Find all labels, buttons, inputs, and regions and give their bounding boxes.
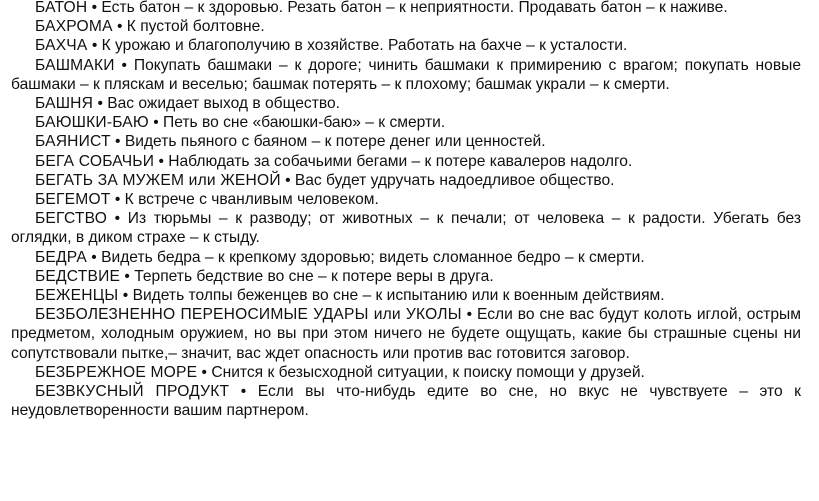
entry-bezvkusny-produkt <box>11 382 801 420</box>
entry-term: БАТОН <box>35 0 88 16</box>
entry-term: БЕДСТВИЕ <box>35 267 121 285</box>
entry-term: БЕГА СОБАЧЬИ <box>35 152 155 170</box>
bullet-separator: • <box>118 287 133 305</box>
entry-bega-sobachi <box>11 152 801 171</box>
bullet-separator: • <box>461 306 478 324</box>
bullet-separator: • <box>154 152 169 170</box>
bullet-separator: • <box>93 95 108 113</box>
entry-bezboleznenno-udary <box>11 305 801 363</box>
entry-term: БЕЗБРЕЖНОЕ МОРЕ <box>35 363 198 381</box>
entry-term: БАЮШКИ-БАЮ <box>35 114 149 132</box>
entry-text: Из тюрьмы – к разводу; от животных – к печали; от человека – к радости. Убегать без оглядки, в диком страхе – к стыду. <box>11 210 801 247</box>
entry-term: БЕГСТВО <box>35 210 108 228</box>
entry-bashnya <box>11 94 801 113</box>
bullet-separator: • <box>107 210 128 228</box>
bullet-separator: • <box>110 133 125 151</box>
entry-baton <box>11 0 801 17</box>
bullet-separator: • <box>120 267 135 285</box>
entry-bakhcha <box>11 36 801 55</box>
entry-text: Вас ожидает выход в общество. <box>107 95 340 113</box>
bullet-separator: • <box>197 363 212 381</box>
bullet-separator: • <box>229 383 258 401</box>
entry-begat-za-muzhem <box>11 171 801 190</box>
entry-term: БАХЧА <box>35 37 88 55</box>
entry-text: Снится к безысходной ситуации, к поиску помощи у друзей. <box>211 363 645 381</box>
entry-text: Петь во сне «баюшки-баю» – к смерти. <box>163 114 446 132</box>
entry-term: БАХРОМА <box>35 18 113 36</box>
bullet-separator: • <box>110 191 125 209</box>
entry-text: Если во сне вас будут колоть иглой, острым предметом, холодным оружием, но вы при этом ничего не будете ощущать, какие бы страшные сцены ни сопутствовали пытке,– значит, вас ждет опасность или против вас готовится заговор. <box>11 306 801 362</box>
entry-bedra <box>11 248 801 267</box>
entry-term: БЕДРА <box>35 248 87 266</box>
entry-text: Терпеть бедствие во сне – к потере веры в друга. <box>134 267 494 285</box>
entry-term: БАШНЯ <box>35 95 94 113</box>
entry-text: Видеть пьяного с баяном – к потере денег или ценностей. <box>124 133 546 151</box>
bullet-separator: • <box>280 171 295 189</box>
entry-term: БЕГАТЬ ЗА МУЖЕМ или ЖЕНОЙ <box>35 171 281 189</box>
bullet-separator: • <box>87 0 102 16</box>
bullet-separator: • <box>114 56 134 74</box>
entry-bayushki-bayu <box>11 113 801 132</box>
entry-text: Покупать башмаки – к дороге; чинить башмаки к примирению с врагом; покупать новые башмаки – к пляскам и веселью; башмак потерять – к плохому; башмак украли – к смерти. <box>11 56 801 93</box>
bullet-separator: • <box>87 37 102 55</box>
entry-bakhroma <box>11 17 801 36</box>
dictionary-page <box>11 0 801 420</box>
entry-bezbrezhnoe-more <box>11 363 801 382</box>
entry-begstvo <box>11 209 801 247</box>
entry-text: Видеть бедра – к крепкому здоровью; видеть сломанное бедро – к смерти. <box>101 248 645 266</box>
entry-term: БЕГЕМОТ <box>35 191 111 209</box>
entry-bashmaki <box>11 56 801 94</box>
entry-text: Есть батон – к здоровью. Резать батон – к неприятности. Продавать батон – к наживе. <box>101 0 728 16</box>
entry-text: Вас будет удручать надоедливое общество. <box>294 171 615 189</box>
entry-bedstvie <box>11 267 801 286</box>
entry-term: БЕЗБОЛЕЗНЕННО ПЕРЕНОСИМЫЕ УДАРЫ или УКОЛЫ <box>35 306 462 324</box>
bullet-separator: • <box>112 18 127 36</box>
entry-term: БЕЗВКУСНЫЙ ПРОДУКТ <box>35 383 230 401</box>
entry-term: БАЯНИСТ <box>35 133 111 151</box>
entry-bayanist <box>11 132 801 151</box>
entry-begemot <box>11 190 801 209</box>
entry-bezhentsy <box>11 286 801 305</box>
entry-text: Если вы что-нибудь едите во сне, но вкус не чувствуете – это к неудовлетворенности вашим партнером. <box>11 383 801 420</box>
entry-term: БАШМАКИ <box>35 56 115 74</box>
entry-text: Видеть толпы беженцев во сне – к испытанию или к военным действиям. <box>132 287 665 305</box>
entry-text: Наблюдать за собачьими бегами – к потере кавалеров надолго. <box>168 152 633 170</box>
entry-term: БЕЖЕНЦЫ <box>35 287 119 305</box>
bullet-separator: • <box>148 114 163 132</box>
entry-text: К урожаю и благополучию в хозяйстве. Работать на бахче – к усталости. <box>101 37 628 55</box>
entry-text: К встрече с чванливым человеком. <box>124 191 379 209</box>
entry-text: К пустой болтовне. <box>126 18 265 36</box>
bullet-separator: • <box>86 248 102 266</box>
